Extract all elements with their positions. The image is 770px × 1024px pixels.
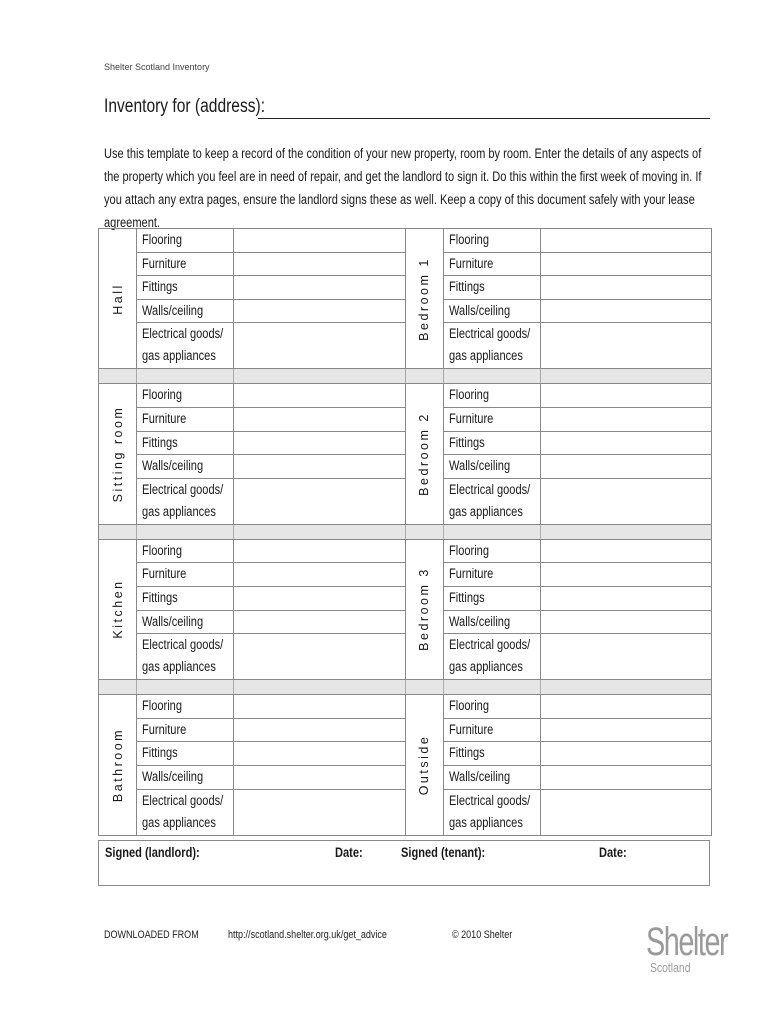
- item-label: gas appliances: [448, 503, 523, 519]
- item-name-cell: [444, 276, 541, 299]
- date-label-tenant: Date:: [599, 845, 627, 860]
- separator-cell: [99, 369, 137, 383]
- item-label: Furniture: [448, 721, 493, 737]
- item-notes-cell[interactable]: [234, 540, 405, 563]
- item-row: [137, 587, 405, 611]
- item-notes-cell[interactable]: [541, 276, 712, 299]
- item-notes-cell[interactable]: [541, 432, 712, 455]
- separator-cell: [406, 680, 444, 694]
- separator-cell: [137, 680, 234, 694]
- item-label: Fittings: [142, 589, 178, 605]
- item-name-cell: [137, 323, 234, 368]
- item-notes-cell[interactable]: [234, 455, 405, 478]
- item-notes-cell[interactable]: [541, 229, 712, 252]
- item-row: [444, 432, 712, 456]
- item-label: Fittings: [448, 279, 485, 295]
- item-label: Fittings: [448, 434, 485, 450]
- item-label: Flooring: [448, 698, 489, 714]
- item-label: Electrical goods/: [142, 637, 224, 653]
- left-room-block: [99, 540, 405, 679]
- title-row: [104, 96, 710, 120]
- item-label: Flooring: [142, 698, 183, 714]
- item-label: gas appliances: [448, 814, 523, 830]
- separator-half: [405, 369, 712, 383]
- item-label: Fittings: [142, 745, 178, 761]
- item-label: Furniture: [142, 721, 187, 737]
- item-name-cell: [137, 432, 234, 455]
- room-name: Bedroom 2: [417, 412, 431, 496]
- separator-cell: [99, 680, 137, 694]
- item-label: Furniture: [448, 255, 493, 271]
- item-name-cell: [444, 229, 541, 252]
- item-label: Electrical goods/: [448, 637, 530, 653]
- item-notes-cell[interactable]: [234, 695, 405, 718]
- item-name-cell: [137, 742, 234, 765]
- separator-half: [99, 369, 405, 383]
- right-room-block: [405, 229, 712, 368]
- left-room-block: [99, 695, 405, 834]
- item-notes-cell[interactable]: [234, 479, 405, 524]
- item-notes-cell[interactable]: [234, 432, 405, 455]
- separator-cell: [234, 369, 405, 383]
- item-row: [444, 276, 712, 300]
- item-notes-cell[interactable]: [541, 742, 712, 765]
- item-row: [137, 432, 405, 456]
- separator-cell: [137, 525, 234, 539]
- item-row: [137, 742, 405, 766]
- item-label: Furniture: [448, 410, 493, 426]
- item-name-cell: [444, 766, 541, 789]
- item-row: [444, 384, 712, 408]
- item-notes-cell[interactable]: [541, 695, 712, 718]
- item-notes-cell[interactable]: [541, 634, 712, 679]
- room-row: [99, 540, 711, 679]
- signature-box: [98, 840, 710, 886]
- item-name-cell: [137, 719, 234, 742]
- room-row: [99, 229, 711, 368]
- room-label-cell: [406, 540, 444, 679]
- item-label: Flooring: [142, 387, 183, 403]
- item-row: [137, 790, 405, 835]
- item-name-cell: [137, 229, 234, 252]
- item-notes-cell[interactable]: [234, 634, 405, 679]
- item-name-cell: [444, 611, 541, 634]
- item-name-cell: [137, 790, 234, 835]
- item-name-cell: [137, 408, 234, 431]
- item-row: [137, 611, 405, 635]
- item-label: Walls/ceiling: [448, 458, 510, 474]
- item-row: [137, 766, 405, 790]
- item-row: [137, 563, 405, 587]
- item-label: Fittings: [448, 745, 485, 761]
- item-label: Fittings: [142, 434, 178, 450]
- section-separator: [99, 368, 711, 384]
- item-row: [444, 540, 712, 564]
- item-label: Electrical goods/: [448, 481, 530, 497]
- item-notes-cell[interactable]: [234, 300, 405, 323]
- item-notes-cell[interactable]: [234, 611, 405, 634]
- separator-cell: [137, 369, 234, 383]
- date-label-landlord: Date:: [335, 845, 363, 860]
- signed-tenant-label: Signed (tenant):: [401, 845, 486, 860]
- item-notes-cell[interactable]: [541, 540, 712, 563]
- room-label-cell: [406, 695, 444, 834]
- item-row: [137, 455, 405, 479]
- separator-cell: [234, 525, 405, 539]
- item-label: gas appliances: [448, 348, 523, 364]
- room-label-cell: [99, 384, 137, 523]
- item-notes-cell[interactable]: [234, 790, 405, 835]
- footer-copyright: © 2010 Shelter: [452, 929, 513, 941]
- item-notes-cell[interactable]: [234, 253, 405, 276]
- item-label: Electrical goods/: [142, 326, 224, 342]
- item-label: Flooring: [142, 542, 183, 558]
- room-name: Hall: [110, 282, 125, 315]
- room-items: [444, 384, 712, 523]
- separator-half: [99, 525, 405, 539]
- footer-downloaded: DOWNLOADED FROM: [104, 929, 199, 941]
- item-row: [444, 742, 712, 766]
- room-label-cell: [99, 540, 137, 679]
- room-label-cell: [99, 229, 137, 368]
- item-name-cell: [444, 323, 541, 368]
- item-label: Furniture: [142, 566, 187, 582]
- item-name-cell: [444, 408, 541, 431]
- item-row: [444, 766, 712, 790]
- room-name: Bedroom 1: [417, 256, 431, 341]
- room-name: Sitting room: [110, 405, 125, 503]
- item-row: [137, 384, 405, 408]
- item-label: gas appliances: [142, 814, 216, 830]
- separator-cell: [99, 525, 137, 539]
- item-name-cell: [137, 455, 234, 478]
- room-items: [137, 229, 405, 368]
- item-name-cell: [444, 432, 541, 455]
- item-notes-cell[interactable]: [541, 563, 712, 586]
- room-name: Outside: [417, 734, 431, 796]
- item-label: gas appliances: [448, 659, 523, 675]
- item-notes-cell[interactable]: [541, 611, 712, 634]
- item-row: [444, 695, 712, 719]
- separator-cell: [444, 369, 541, 383]
- item-label: gas appliances: [142, 503, 216, 519]
- item-label: Walls/ceiling: [448, 768, 510, 784]
- item-label: Flooring: [142, 232, 183, 247]
- separator-half: [405, 525, 712, 539]
- item-name-cell: [137, 300, 234, 323]
- room-items: [137, 695, 405, 834]
- item-label: Electrical goods/: [142, 792, 224, 808]
- item-label: Furniture: [142, 410, 187, 426]
- item-row: [137, 695, 405, 719]
- item-notes-cell[interactable]: [234, 229, 405, 252]
- item-row: [444, 479, 712, 524]
- item-notes-cell[interactable]: [234, 766, 405, 789]
- item-row: [137, 634, 405, 679]
- item-row: [444, 455, 712, 479]
- signed-landlord-label: Signed (landlord):: [105, 845, 200, 860]
- room-label-cell: [406, 384, 444, 523]
- item-notes-cell[interactable]: [234, 719, 405, 742]
- item-notes-cell[interactable]: [541, 719, 712, 742]
- header-label: Shelter Scotland Inventory: [104, 62, 210, 72]
- separator-cell: [541, 525, 712, 539]
- item-notes-cell[interactable]: [234, 408, 405, 431]
- item-row: [444, 229, 712, 253]
- item-notes-cell[interactable]: [234, 742, 405, 765]
- room-name: Bathroom: [110, 727, 125, 802]
- item-name-cell: [137, 766, 234, 789]
- item-name-cell: [444, 695, 541, 718]
- item-name-cell: [444, 253, 541, 276]
- item-name-cell: [137, 563, 234, 586]
- item-row: [444, 563, 712, 587]
- inventory-grid: [98, 228, 712, 836]
- separator-cell: [234, 680, 405, 694]
- room-label-cell: [99, 695, 137, 834]
- right-room-block: [405, 384, 712, 523]
- item-row: [444, 611, 712, 635]
- room-row: [99, 695, 711, 834]
- item-name-cell: [444, 540, 541, 563]
- right-room-block: [405, 695, 712, 834]
- item-notes-cell[interactable]: [541, 587, 712, 610]
- room-items: [444, 540, 712, 679]
- room-items: [137, 540, 405, 679]
- item-row: [137, 540, 405, 564]
- item-name-cell: [137, 253, 234, 276]
- separator-half: [99, 680, 405, 694]
- item-label: Walls/ceiling: [142, 613, 204, 629]
- item-notes-cell[interactable]: [541, 455, 712, 478]
- item-notes-cell[interactable]: [234, 276, 405, 299]
- item-notes-cell[interactable]: [541, 253, 712, 276]
- item-name-cell: [137, 479, 234, 524]
- item-label: Walls/ceiling: [142, 458, 204, 474]
- item-name-cell: [137, 634, 234, 679]
- item-label: Electrical goods/: [448, 792, 530, 808]
- page-title: Inventory for (address):: [104, 96, 266, 117]
- item-row: [444, 300, 712, 324]
- right-room-block: [405, 540, 712, 679]
- logo-sub: Scotland: [650, 960, 691, 975]
- item-name-cell: [444, 634, 541, 679]
- item-label: Walls/ceiling: [448, 302, 510, 318]
- item-notes-cell[interactable]: [234, 563, 405, 586]
- section-separator: [99, 679, 711, 695]
- item-row: [444, 634, 712, 679]
- item-name-cell: [137, 695, 234, 718]
- item-label: Fittings: [448, 589, 485, 605]
- item-row: [137, 229, 405, 253]
- intro-text: Use this template to keep a record of the condition of your new property, room by room. Enter the details of any aspects of the property which you feel are in need of repair, and get the landlord to sign it. Do this within the first week of moving in. If you attach any extra pages, ensure the landlord signs these as well. Keep a copy of this document safely with your lease agreement.: [104, 146, 702, 230]
- item-label: Electrical goods/: [448, 326, 530, 342]
- item-label: Flooring: [448, 387, 489, 403]
- room-items: [137, 384, 405, 523]
- item-row: [444, 408, 712, 432]
- separator-cell: [444, 680, 541, 694]
- room-label-cell: [406, 229, 444, 368]
- item-name-cell: [444, 790, 541, 835]
- item-row: [444, 790, 712, 835]
- address-field-line[interactable]: [258, 118, 710, 119]
- item-notes-cell[interactable]: [541, 300, 712, 323]
- left-room-block: [99, 229, 405, 368]
- item-name-cell: [444, 455, 541, 478]
- separator-cell: [406, 525, 444, 539]
- item-label: Walls/ceiling: [448, 613, 510, 629]
- shelter-logo: [646, 920, 759, 975]
- room-name: Kitchen: [110, 579, 125, 640]
- logo-name: Shelter: [646, 920, 728, 964]
- room-name: Bedroom 3: [417, 567, 431, 652]
- item-row: [137, 719, 405, 743]
- separator-cell: [406, 369, 444, 383]
- footer-url[interactable]: http://scotland.shelter.org.uk/get_advice: [228, 929, 387, 941]
- left-room-block: [99, 384, 405, 523]
- item-notes-cell[interactable]: [234, 384, 405, 407]
- item-row: [137, 276, 405, 300]
- item-row: [444, 323, 712, 368]
- item-name-cell: [444, 563, 541, 586]
- item-label: Walls/ceiling: [142, 768, 204, 784]
- item-notes-cell[interactable]: [541, 384, 712, 407]
- item-name-cell: [444, 719, 541, 742]
- separator-cell: [541, 680, 712, 694]
- item-label: Furniture: [448, 566, 493, 582]
- item-name-cell: [137, 276, 234, 299]
- room-row: [99, 384, 711, 523]
- item-row: [137, 253, 405, 277]
- item-notes-cell[interactable]: [541, 408, 712, 431]
- item-name-cell: [444, 384, 541, 407]
- item-name-cell: [444, 479, 541, 524]
- item-name-cell: [137, 611, 234, 634]
- item-row: [137, 479, 405, 524]
- item-row: [137, 408, 405, 432]
- item-name-cell: [137, 384, 234, 407]
- item-row: [444, 719, 712, 743]
- item-name-cell: [444, 300, 541, 323]
- item-label: gas appliances: [142, 659, 216, 675]
- separator-cell: [444, 525, 541, 539]
- item-name-cell: [444, 742, 541, 765]
- item-label: gas appliances: [142, 348, 216, 364]
- item-label: Fittings: [142, 279, 178, 295]
- item-name-cell: [444, 587, 541, 610]
- item-notes-cell[interactable]: [234, 323, 405, 368]
- item-notes-cell[interactable]: [234, 587, 405, 610]
- item-notes-cell[interactable]: [541, 766, 712, 789]
- separator-half: [405, 680, 712, 694]
- item-label: Walls/ceiling: [142, 302, 204, 318]
- section-separator: [99, 524, 711, 540]
- item-name-cell: [137, 540, 234, 563]
- item-notes-cell[interactable]: [541, 790, 712, 835]
- item-notes-cell[interactable]: [541, 323, 712, 368]
- item-row: [137, 300, 405, 324]
- item-row: [137, 323, 405, 368]
- room-items: [444, 229, 712, 368]
- item-label: Electrical goods/: [142, 481, 224, 497]
- item-name-cell: [137, 587, 234, 610]
- item-label: Flooring: [448, 542, 489, 558]
- separator-cell: [541, 369, 712, 383]
- item-label: Flooring: [448, 232, 489, 247]
- item-row: [444, 587, 712, 611]
- item-label: Furniture: [142, 255, 187, 271]
- item-notes-cell[interactable]: [541, 479, 712, 524]
- room-items: [444, 695, 712, 834]
- item-row: [444, 253, 712, 277]
